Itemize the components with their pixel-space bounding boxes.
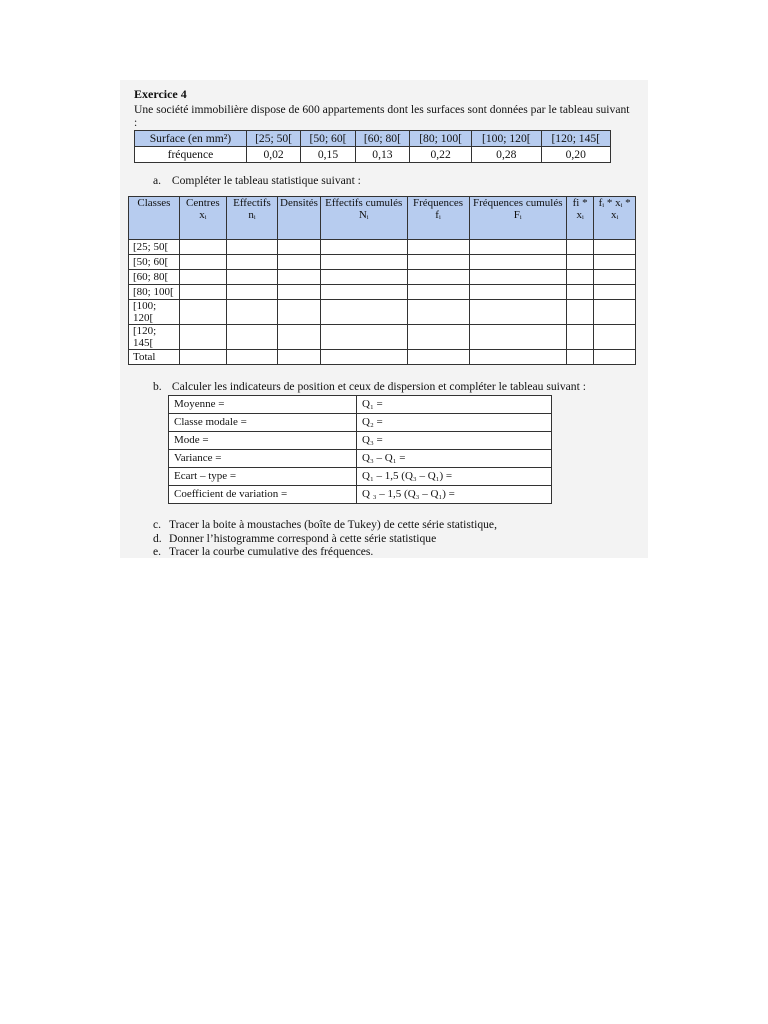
- empty-cell[interactable]: [566, 255, 593, 270]
- empty-cell[interactable]: [594, 325, 636, 350]
- class-cell: [25; 50[: [246, 131, 300, 147]
- table-row: [129, 350, 636, 365]
- question-a: [153, 174, 634, 187]
- column-header: Densités: [278, 197, 321, 240]
- exercise-intro: Une société immobilière dispose de 600 appartements dont les surfaces sont données par le tableau suivant :: [134, 103, 630, 129]
- row-label: [25; 50[: [129, 240, 180, 255]
- empty-cell[interactable]: [226, 325, 277, 350]
- statistics-table: [128, 196, 636, 365]
- table-row: [129, 240, 636, 255]
- frequency-cell: 0,28: [472, 147, 541, 163]
- empty-cell[interactable]: [566, 325, 593, 350]
- row-label: [80; 100[: [129, 285, 180, 300]
- row-label: [50; 60[: [129, 255, 180, 270]
- empty-cell[interactable]: [179, 255, 226, 270]
- table-row: [129, 325, 636, 350]
- column-header: Fréquences fᵢ: [407, 197, 469, 240]
- empty-cell[interactable]: [469, 270, 566, 285]
- empty-cell[interactable]: [179, 240, 226, 255]
- empty-cell[interactable]: [407, 285, 469, 300]
- exercise-content: [134, 88, 634, 559]
- row-label: [100; 120[: [129, 300, 180, 325]
- table-row: [169, 414, 552, 432]
- empty-cell[interactable]: [594, 240, 636, 255]
- empty-cell[interactable]: [320, 285, 407, 300]
- empty-cell[interactable]: [407, 350, 469, 365]
- column-header: Centres xᵢ: [179, 197, 226, 240]
- frequency-cell: 0,22: [410, 147, 472, 163]
- frequency-cell: 0,15: [301, 147, 355, 163]
- empty-cell[interactable]: [179, 325, 226, 350]
- column-header: fi * xᵢ: [566, 197, 593, 240]
- empty-cell[interactable]: [226, 350, 277, 365]
- table-row: [169, 396, 552, 414]
- empty-cell[interactable]: [226, 300, 277, 325]
- exercise-title: Exercice 4: [134, 87, 187, 101]
- frequency-table: [134, 130, 611, 163]
- empty-cell[interactable]: [407, 240, 469, 255]
- indicators-table: [168, 395, 552, 504]
- quartile-label: Q₁ =: [357, 396, 552, 414]
- empty-cell[interactable]: [179, 300, 226, 325]
- table-row: [129, 255, 636, 270]
- question-text: Calculer les indicateurs de position et ceux de dispersion et compléter le tableau suivant :: [171, 380, 586, 393]
- list-item: [153, 532, 634, 546]
- empty-cell[interactable]: [278, 285, 321, 300]
- empty-cell[interactable]: [320, 255, 407, 270]
- class-cell: [60; 80[: [355, 131, 409, 147]
- indicator-label: Coefficient de variation =: [169, 486, 357, 504]
- row-label: [60; 80[: [129, 270, 180, 285]
- indicator-label: Moyenne =: [169, 396, 357, 414]
- empty-cell[interactable]: [566, 285, 593, 300]
- empty-cell[interactable]: [469, 325, 566, 350]
- empty-cell[interactable]: [278, 270, 321, 285]
- empty-cell[interactable]: [566, 300, 593, 325]
- indicator-label: Variance =: [169, 450, 357, 468]
- question-text: Donner l’histogramme correspond à cette série statistique: [169, 531, 437, 545]
- empty-cell[interactable]: [566, 270, 593, 285]
- class-cell: [120; 145[: [541, 131, 610, 147]
- empty-cell[interactable]: [320, 350, 407, 365]
- empty-cell[interactable]: [179, 350, 226, 365]
- empty-cell[interactable]: [594, 350, 636, 365]
- empty-cell[interactable]: [594, 255, 636, 270]
- indicator-label: Ecart – type =: [169, 468, 357, 486]
- empty-cell[interactable]: [278, 325, 321, 350]
- indicator-label: Mode =: [169, 432, 357, 450]
- column-header: Effectifs cumulés Nᵢ: [320, 197, 407, 240]
- empty-cell[interactable]: [469, 255, 566, 270]
- quartile-label: Q₂ =: [357, 414, 552, 432]
- question-letter: c.: [153, 518, 162, 531]
- class-cell: [80; 100[: [410, 131, 472, 147]
- empty-cell[interactable]: [407, 300, 469, 325]
- table-row: [169, 486, 552, 504]
- frequency-label: fréquence: [135, 147, 247, 163]
- row-label: [120; 145[: [129, 325, 180, 350]
- class-cell: [50; 60[: [301, 131, 355, 147]
- column-header: Fréquences cumulés Fᵢ: [469, 197, 566, 240]
- list-item: [153, 518, 634, 532]
- question-letter: b.: [153, 380, 162, 393]
- empty-cell[interactable]: [566, 240, 593, 255]
- frequency-cell: 0,02: [246, 147, 300, 163]
- empty-cell[interactable]: [226, 240, 277, 255]
- question-b: [153, 380, 634, 393]
- table-row: [129, 270, 636, 285]
- empty-cell[interactable]: [320, 325, 407, 350]
- quartile-label: Q₁ – 1,5 (Q₃ – Q₁) =: [357, 468, 552, 486]
- indicator-label: Classe modale =: [169, 414, 357, 432]
- class-cell: [100; 120[: [472, 131, 541, 147]
- table-row: [129, 300, 636, 325]
- frequency-cell: 0,13: [355, 147, 409, 163]
- empty-cell[interactable]: [226, 270, 277, 285]
- empty-cell[interactable]: [407, 255, 469, 270]
- question-letter: d.: [153, 531, 162, 545]
- empty-cell[interactable]: [594, 270, 636, 285]
- empty-cell[interactable]: [278, 255, 321, 270]
- question-text: Tracer la boite à moustaches (boîte de Tukey) de cette série statistique,: [169, 518, 497, 531]
- empty-cell[interactable]: [278, 240, 321, 255]
- table-row: [169, 432, 552, 450]
- empty-cell[interactable]: [566, 350, 593, 365]
- table-row: [129, 285, 636, 300]
- empty-cell[interactable]: [594, 300, 636, 325]
- empty-cell[interactable]: [469, 240, 566, 255]
- empty-cell[interactable]: [320, 240, 407, 255]
- question-letter: a.: [153, 174, 162, 187]
- empty-cell[interactable]: [179, 285, 226, 300]
- empty-cell[interactable]: [320, 300, 407, 325]
- empty-cell[interactable]: [226, 285, 277, 300]
- column-header: Effectifs nᵢ: [226, 197, 277, 240]
- surface-label: Surface (en mm²): [135, 131, 247, 147]
- empty-cell[interactable]: [469, 350, 566, 365]
- empty-cell[interactable]: [320, 270, 407, 285]
- empty-cell[interactable]: [469, 285, 566, 300]
- empty-cell[interactable]: [469, 300, 566, 325]
- table-row: [169, 450, 552, 468]
- empty-cell[interactable]: [278, 300, 321, 325]
- empty-cell[interactable]: [594, 285, 636, 300]
- quartile-label: Q₃ – Q₁ =: [357, 450, 552, 468]
- empty-cell[interactable]: [226, 255, 277, 270]
- row-label: Total: [129, 350, 180, 365]
- empty-cell[interactable]: [179, 270, 226, 285]
- table-row: [169, 468, 552, 486]
- question-text: Compléter le tableau statistique suivant :: [171, 174, 361, 187]
- question-text: Tracer la courbe cumulative des fréquences.: [169, 545, 374, 558]
- column-header: fᵢ * xᵢ * xᵢ: [594, 197, 636, 240]
- quartile-label: Q ₃ – 1,5 (Q₃ – Q₁) =: [357, 486, 552, 504]
- question-list: [153, 518, 634, 559]
- column-header: Classes: [129, 197, 180, 240]
- empty-cell[interactable]: [278, 350, 321, 365]
- frequency-cell: 0,20: [541, 147, 610, 163]
- list-item: [153, 545, 634, 559]
- question-letter: e.: [153, 545, 162, 558]
- quartile-label: Q₃ =: [357, 432, 552, 450]
- empty-cell[interactable]: [407, 325, 469, 350]
- empty-cell[interactable]: [407, 270, 469, 285]
